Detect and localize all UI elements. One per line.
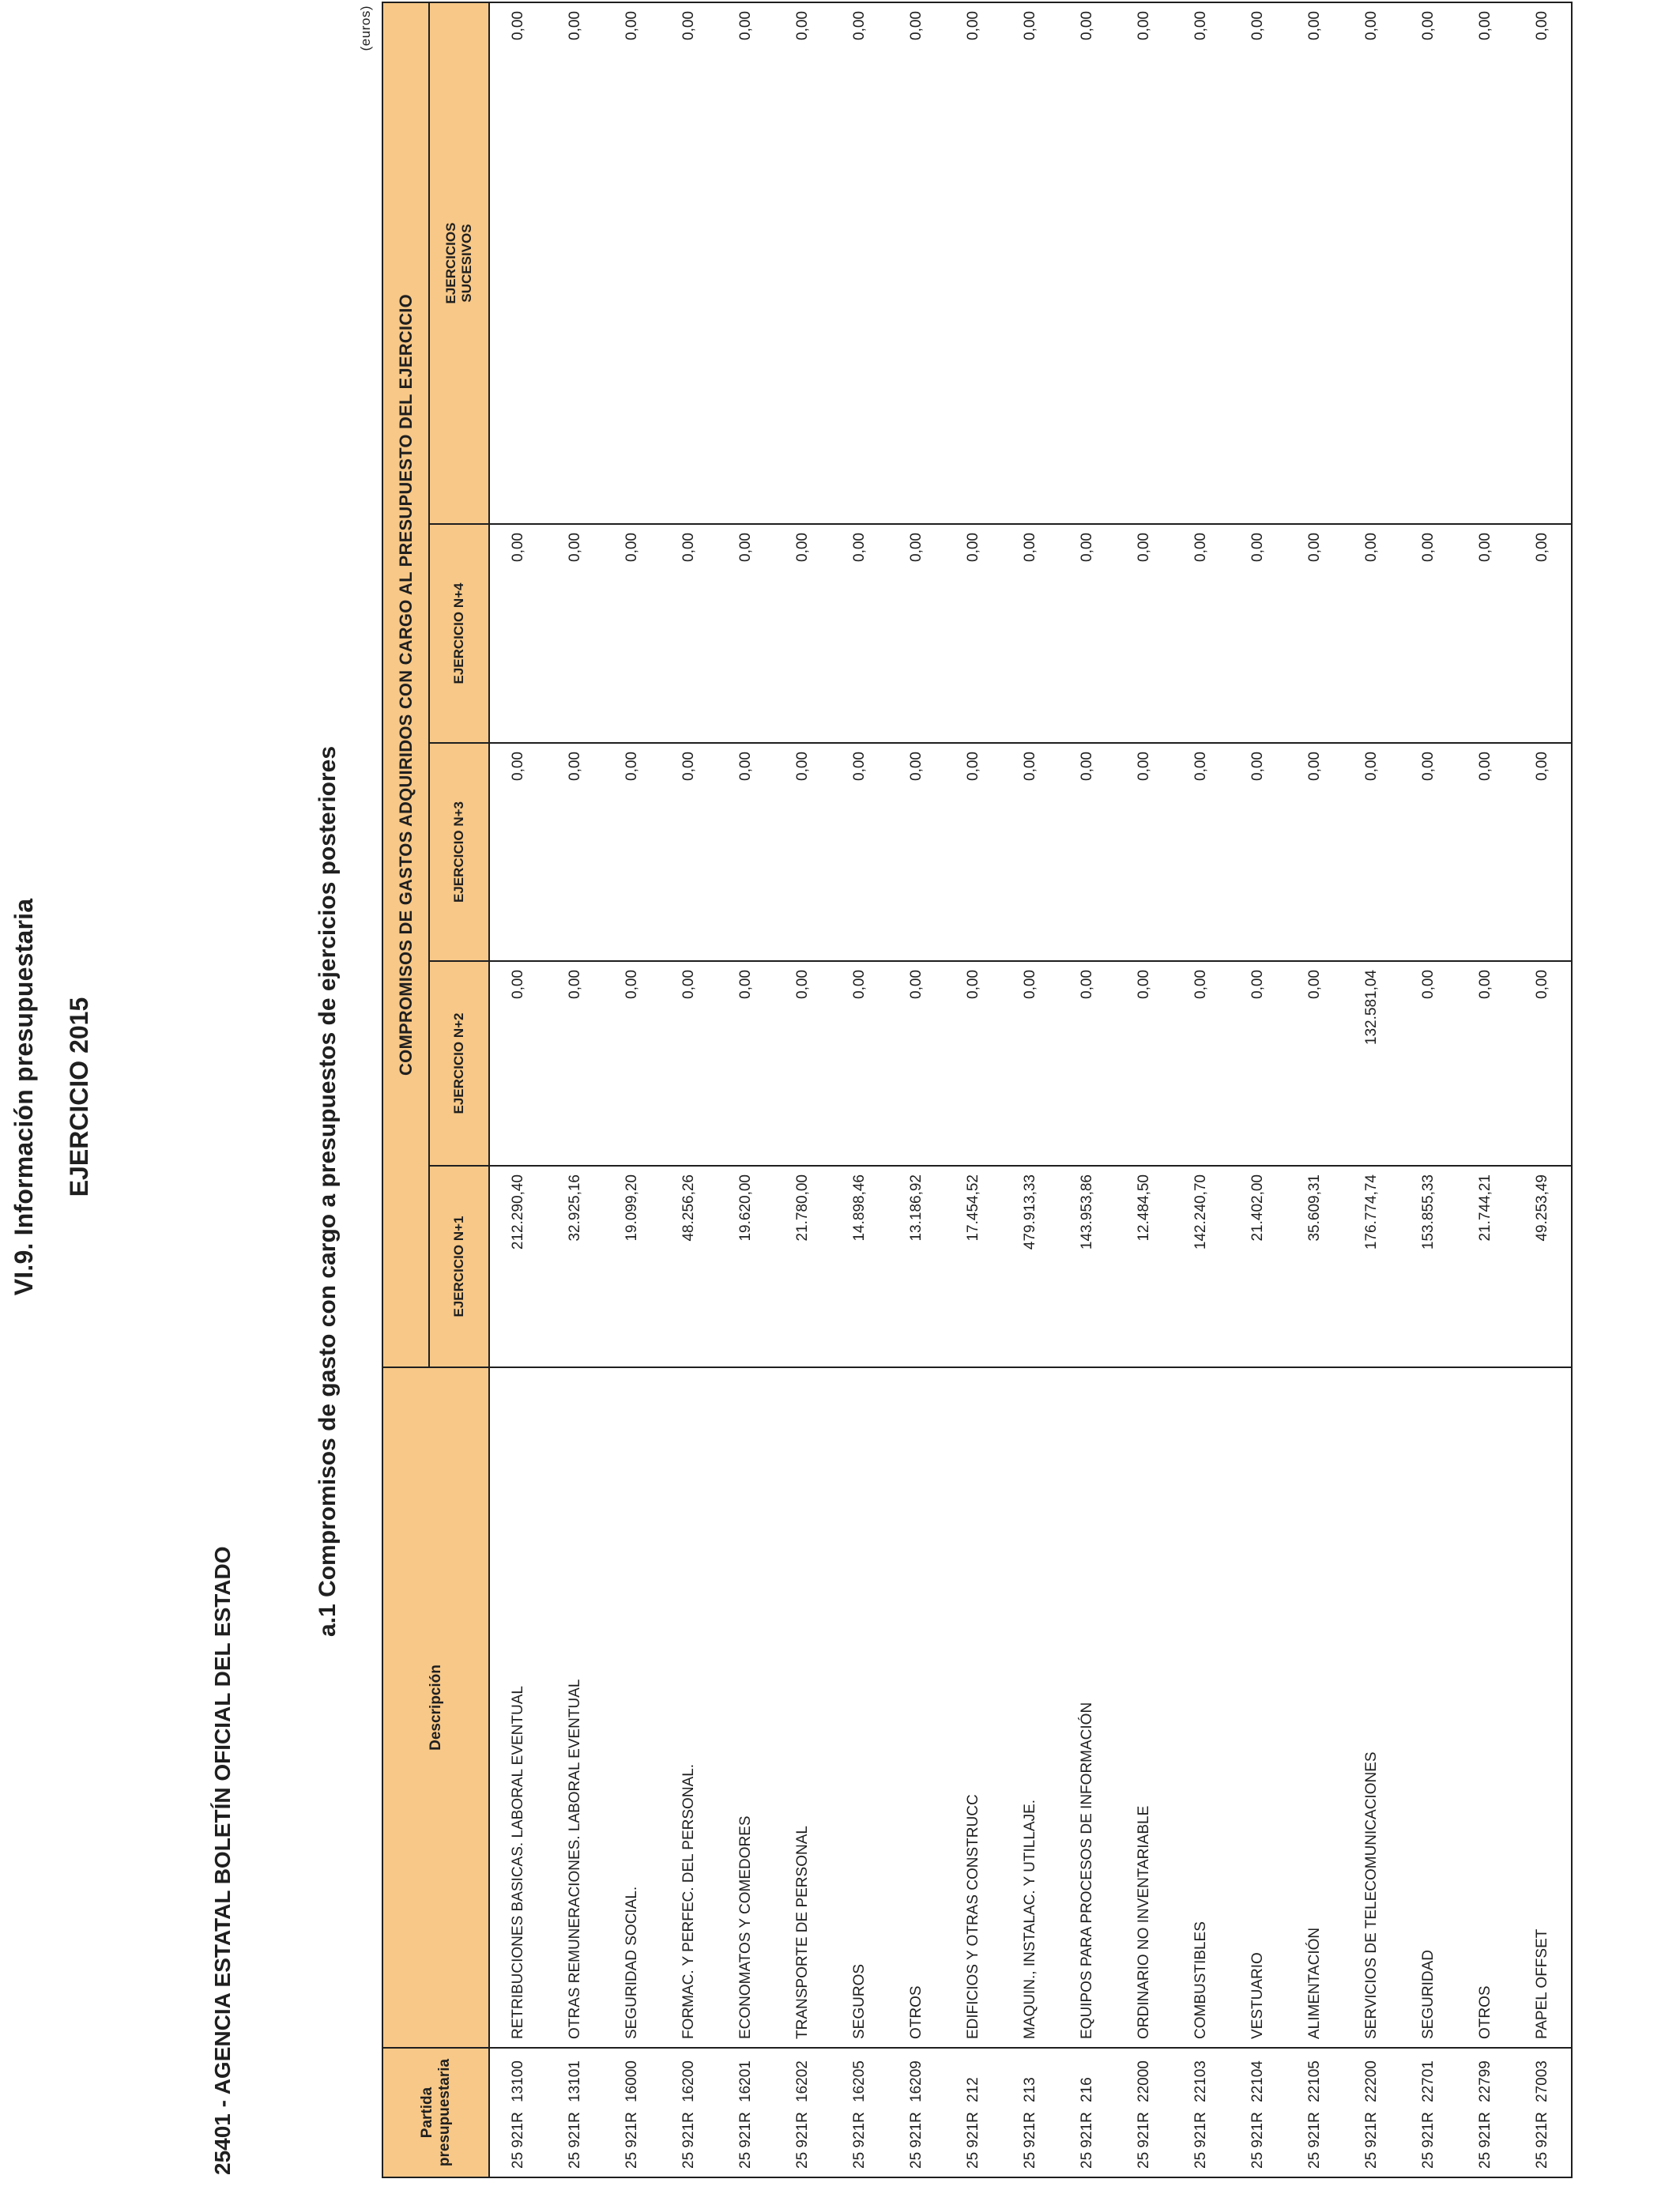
amount-n2-cell: 0,00: [1116, 961, 1173, 1166]
description-cell: SEGURIDAD: [1400, 1367, 1457, 2048]
table-row: [1230, 2, 1286, 2177]
amount-n2-cell: 0,00: [1514, 961, 1572, 1166]
description-cell: OTROS: [888, 1367, 945, 2048]
amount-n3-cell: 0,00: [774, 743, 831, 961]
amount-n1-cell: 49.253,49: [1514, 1166, 1572, 1367]
partida-cell: [1457, 2048, 1514, 2177]
amount-n2-cell: 0,00: [1002, 961, 1059, 1166]
amount-n4-cell: 0,00: [718, 524, 774, 743]
amount-n1-cell: 14.898,46: [831, 1166, 888, 1367]
description-cell: FORMAC. Y PERFEC. DEL PERSONAL.: [661, 1367, 718, 2048]
table-row: [1116, 2, 1173, 2177]
partida-cell: [1286, 2048, 1343, 2177]
concept-code: 13101: [567, 2060, 583, 2102]
description-cell: ALIMENTACIÓN: [1286, 1367, 1343, 2048]
amount-n3-cell: 0,00: [718, 743, 774, 961]
concept-code: 22105: [1306, 2060, 1323, 2102]
concept-code: 22000: [1136, 2060, 1152, 2102]
amount-n2-cell: 0,00: [1173, 961, 1230, 1166]
group-header-compromisos: COMPROMISOS DE GASTOS ADQUIRIDOS CON CARGO AL PRESUPUESTO DEL EJERCICIO: [382, 2, 429, 1367]
concept-code: 22104: [1249, 2060, 1266, 2102]
amount-n3-cell: 0,00: [1002, 743, 1059, 961]
amount-n3-cell: 0,00: [604, 743, 661, 961]
partida-cell: [547, 2048, 604, 2177]
concept-code: 16205: [851, 2060, 868, 2102]
organization-title: 25401 - AGENCIA ESTATAL BOLETÍN OFICIAL DEL ESTADO: [210, 1546, 235, 2175]
amount-n4-cell: 0,00: [831, 524, 888, 743]
amount-n3-cell: 0,00: [1286, 743, 1343, 961]
program-code: 25 921R: [510, 2112, 526, 2169]
program-code: 25 921R: [1022, 2112, 1038, 2169]
commitments-table: [382, 2, 1573, 2178]
col-header-n2-label: EJERCICIO N+2: [451, 1012, 466, 1114]
table-row: [1286, 2, 1343, 2177]
partida-cell: [1230, 2048, 1286, 2177]
concept-code: 16200: [680, 2060, 697, 2102]
amount-n3-cell: 0,00: [547, 743, 604, 961]
amount-n4-cell: 0,00: [945, 524, 1002, 743]
description-cell: ECONOMATOS Y COMEDORES: [718, 1367, 774, 2048]
table-row: [1400, 2, 1457, 2177]
col-header-n2: [429, 961, 489, 1166]
amount-n2-cell: 0,00: [831, 961, 888, 1166]
amount-sucesivos-cell: 0,00: [718, 2, 774, 524]
amount-n3-cell: 0,00: [1400, 743, 1457, 961]
partida-cell: [1400, 2048, 1457, 2177]
amount-sucesivos-cell: 0,00: [1230, 2, 1286, 524]
table-row: [1002, 2, 1059, 2177]
description-cell: EDIFICIOS Y OTRAS CONSTRUCC: [945, 1367, 1002, 2048]
amount-sucesivos-cell: 0,00: [1400, 2, 1457, 524]
amount-n1-cell: 479.913,33: [1002, 1166, 1059, 1367]
program-code: 25 921R: [1249, 2112, 1266, 2169]
amount-n4-cell: 0,00: [1457, 524, 1514, 743]
amount-n4-cell: 0,00: [1002, 524, 1059, 743]
amount-n3-cell: 0,00: [661, 743, 718, 961]
amount-n3-cell: 0,00: [945, 743, 1002, 961]
amount-n2-cell: 0,00: [1286, 961, 1343, 1166]
amount-n4-cell: 0,00: [888, 524, 945, 743]
partida-cell: [1514, 2048, 1572, 2177]
amount-n2-cell: 0,00: [661, 961, 718, 1166]
col-header-n4: [429, 524, 489, 743]
partida-cell: [1002, 2048, 1059, 2177]
amount-n1-cell: 35.609,31: [1286, 1166, 1343, 1367]
amount-n4-cell: 0,00: [547, 524, 604, 743]
table-row: [1173, 2, 1230, 2177]
program-code: 25 921R: [1363, 2112, 1380, 2169]
col-header-n3: [429, 743, 489, 961]
table-row: [774, 2, 831, 2177]
amount-n1-cell: 21.402,00: [1230, 1166, 1286, 1367]
amount-sucesivos-cell: 0,00: [1286, 2, 1343, 524]
amount-sucesivos-cell: 0,00: [1343, 2, 1400, 524]
description-cell: SERVICIOS DE TELECOMUNICACIONES: [1343, 1367, 1400, 2048]
concept-code: 16201: [737, 2060, 754, 2102]
description-cell: SEGUROS: [831, 1367, 888, 2048]
table-row: [604, 2, 661, 2177]
program-code: 25 921R: [851, 2112, 868, 2169]
amount-n1-cell: 143.953,86: [1059, 1166, 1116, 1367]
amount-n4-cell: 0,00: [1116, 524, 1173, 743]
amount-n2-cell: 0,00: [1400, 961, 1457, 1166]
amount-n2-cell: 0,00: [1230, 961, 1286, 1166]
amount-sucesivos-cell: 0,00: [888, 2, 945, 524]
col-header-n1-label: EJERCICIO N+1: [451, 1216, 466, 1318]
amount-n1-cell: 153.855,33: [1400, 1166, 1457, 1367]
amount-n4-cell: 0,00: [774, 524, 831, 743]
amount-n2-cell: 0,00: [547, 961, 604, 1166]
program-code: 25 921R: [1306, 2112, 1323, 2169]
amount-n4-cell: 0,00: [1173, 524, 1230, 743]
amount-n3-cell: 0,00: [1059, 743, 1116, 961]
concept-code: 16202: [794, 2060, 811, 2102]
amount-sucesivos-cell: 0,00: [774, 2, 831, 524]
col-header-n4-label: EJERCICIO N+4: [451, 582, 466, 684]
table-row: [1514, 2, 1572, 2177]
amount-n3-cell: 0,00: [1457, 743, 1514, 961]
partida-cell: [661, 2048, 718, 2177]
fiscal-year-title: EJERCICIO 2015: [65, 997, 93, 1197]
partida-cell: [489, 2048, 547, 2177]
amount-n1-cell: 17.454,52: [945, 1166, 1002, 1367]
concept-code: 22103: [1192, 2060, 1209, 2102]
concept-code: 216: [1079, 2077, 1095, 2102]
amount-n1-cell: 32.925,16: [547, 1166, 604, 1367]
partida-cell: [604, 2048, 661, 2177]
concept-code: 13100: [510, 2060, 526, 2102]
table-row: [1457, 2, 1514, 2177]
table-row: [888, 2, 945, 2177]
amount-n2-cell: 132.581,04: [1343, 961, 1400, 1166]
partida-cell: [831, 2048, 888, 2177]
partida-cell: [774, 2048, 831, 2177]
amount-n4-cell: 0,00: [1286, 524, 1343, 743]
program-code: 25 921R: [1534, 2112, 1550, 2169]
amount-sucesivos-cell: 0,00: [1116, 2, 1173, 524]
amount-sucesivos-cell: 0,00: [1059, 2, 1116, 524]
concept-code: 16209: [908, 2060, 925, 2102]
col-header-sucesivos: [429, 2, 489, 524]
amount-n4-cell: 0,00: [1059, 524, 1116, 743]
description-cell: OTROS: [1457, 1367, 1514, 2048]
table-row: [945, 2, 1002, 2177]
description-cell: MAQUIN., INSTALAC. Y UTILLAJE.: [1002, 1367, 1059, 2048]
amount-n4-cell: 0,00: [604, 524, 661, 743]
program-code: 25 921R: [965, 2112, 981, 2169]
amount-sucesivos-cell: 0,00: [831, 2, 888, 524]
amount-n3-cell: 0,00: [1116, 743, 1173, 961]
program-code: 25 921R: [567, 2112, 583, 2169]
amount-sucesivos-cell: 0,00: [945, 2, 1002, 524]
amount-n2-cell: 0,00: [604, 961, 661, 1166]
partida-cell: [1343, 2048, 1400, 2177]
description-cell: VESTUARIO: [1230, 1367, 1286, 2048]
col-header-sucesivos-line1: EJERCICIOS: [443, 222, 458, 304]
table-row: [831, 2, 888, 2177]
amount-n2-cell: 0,00: [945, 961, 1002, 1166]
table-row: [718, 2, 774, 2177]
table-row: [661, 2, 718, 2177]
concept-code: 22799: [1477, 2060, 1494, 2102]
table-row: [1343, 2, 1400, 2177]
partida-cell: [718, 2048, 774, 2177]
amount-n4-cell: 0,00: [1400, 524, 1457, 743]
partida-cell: [888, 2048, 945, 2177]
description-cell: EQUIPOS PARA PROCESOS DE INFORMACIÓN: [1059, 1367, 1116, 2048]
description-cell: ORDINARIO NO INVENTARIABLE: [1116, 1367, 1173, 2048]
amount-sucesivos-cell: 0,00: [661, 2, 718, 524]
amount-sucesivos-cell: 0,00: [489, 2, 547, 524]
amount-n3-cell: 0,00: [489, 743, 547, 961]
amount-sucesivos-cell: 0,00: [1002, 2, 1059, 524]
amount-n4-cell: 0,00: [489, 524, 547, 743]
amount-sucesivos-cell: 0,00: [604, 2, 661, 524]
amount-n4-cell: 0,00: [1514, 524, 1572, 743]
concept-code: 213: [1022, 2077, 1038, 2102]
col-header-n1: [429, 1166, 489, 1367]
amount-n2-cell: 0,00: [774, 961, 831, 1166]
amount-n1-cell: 19.099,20: [604, 1166, 661, 1367]
partida-cell: [1059, 2048, 1116, 2177]
program-code: 25 921R: [737, 2112, 754, 2169]
partida-cell: [1173, 2048, 1230, 2177]
amount-n3-cell: 0,00: [831, 743, 888, 961]
program-code: 25 921R: [1420, 2112, 1437, 2169]
amount-n3-cell: 0,00: [1343, 743, 1400, 961]
amount-n2-cell: 0,00: [718, 961, 774, 1166]
table-row: [1059, 2, 1116, 2177]
program-code: 25 921R: [794, 2112, 811, 2169]
amount-n1-cell: 142.240,70: [1173, 1166, 1230, 1367]
concept-code: 27003: [1534, 2060, 1550, 2102]
amount-n4-cell: 0,00: [661, 524, 718, 743]
description-cell: OTRAS REMUNERACIONES. LABORAL EVENTUAL: [547, 1367, 604, 2048]
amount-n4-cell: 0,00: [1343, 524, 1400, 743]
amount-n1-cell: 48.256,26: [661, 1166, 718, 1367]
program-code: 25 921R: [680, 2112, 697, 2169]
col-header-n3-label: EJERCICIO N+3: [451, 801, 466, 903]
amount-n1-cell: 212.290,40: [489, 1166, 547, 1367]
amount-n1-cell: 13.186,92: [888, 1166, 945, 1367]
amount-n2-cell: 0,00: [888, 961, 945, 1166]
partida-cell: [945, 2048, 1002, 2177]
col-header-partida: Partida presupuestaria: [382, 2048, 489, 2177]
amount-n2-cell: 0,00: [489, 961, 547, 1166]
amount-sucesivos-cell: 0,00: [1514, 2, 1572, 524]
concept-code: 22701: [1420, 2060, 1437, 2102]
col-header-descripcion: Descripción: [382, 1367, 489, 2048]
partida-cell: [1116, 2048, 1173, 2177]
amount-sucesivos-cell: 0,00: [1457, 2, 1514, 524]
amount-n3-cell: 0,00: [1514, 743, 1572, 961]
amount-n1-cell: 21.780,00: [774, 1166, 831, 1367]
concept-code: 22200: [1363, 2060, 1380, 2102]
description-cell: RETRIBUCIONES BASICAS. LABORAL EVENTUAL: [489, 1367, 547, 2048]
program-code: 25 921R: [1136, 2112, 1152, 2169]
description-cell: PAPEL OFFSET: [1514, 1367, 1572, 2048]
amount-n1-cell: 12.484,50: [1116, 1166, 1173, 1367]
amount-n3-cell: 0,00: [1173, 743, 1230, 961]
description-cell: TRANSPORTE DE PERSONAL: [774, 1367, 831, 2048]
program-code: 25 921R: [908, 2112, 925, 2169]
amount-n1-cell: 176.774,74: [1343, 1166, 1400, 1367]
description-cell: SEGURIDAD SOCIAL.: [604, 1367, 661, 2048]
amount-n3-cell: 0,00: [888, 743, 945, 961]
program-code: 25 921R: [1079, 2112, 1095, 2169]
program-code: 25 921R: [1192, 2112, 1209, 2169]
amount-n2-cell: 0,00: [1457, 961, 1514, 1166]
amount-n1-cell: 21.744,21: [1457, 1166, 1514, 1367]
table-row: [547, 2, 604, 2177]
description-cell: COMBUSTIBLES: [1173, 1367, 1230, 2048]
amount-n1-cell: 19.620,00: [718, 1166, 774, 1367]
concept-code: 16000: [623, 2060, 640, 2102]
section-subtitle: a.1 Compromisos de gasto con cargo a presupuestos de ejercicios posteriores: [315, 745, 341, 1637]
amount-n3-cell: 0,00: [1230, 743, 1286, 961]
page-title: VI.9. Información presupuestaria: [9, 898, 38, 1296]
amount-sucesivos-cell: 0,00: [547, 2, 604, 524]
program-code: 25 921R: [623, 2112, 640, 2169]
concept-code: 212: [965, 2077, 981, 2102]
amount-n4-cell: 0,00: [1230, 524, 1286, 743]
amount-sucesivos-cell: 0,00: [1173, 2, 1230, 524]
table-body: [489, 2, 1572, 2177]
currency-unit: (euros): [358, 6, 373, 51]
table-row: [489, 2, 547, 2177]
program-code: 25 921R: [1477, 2112, 1494, 2169]
col-header-sucesivos-line2: SUCESIVOS: [459, 224, 474, 303]
amount-n2-cell: 0,00: [1059, 961, 1116, 1166]
